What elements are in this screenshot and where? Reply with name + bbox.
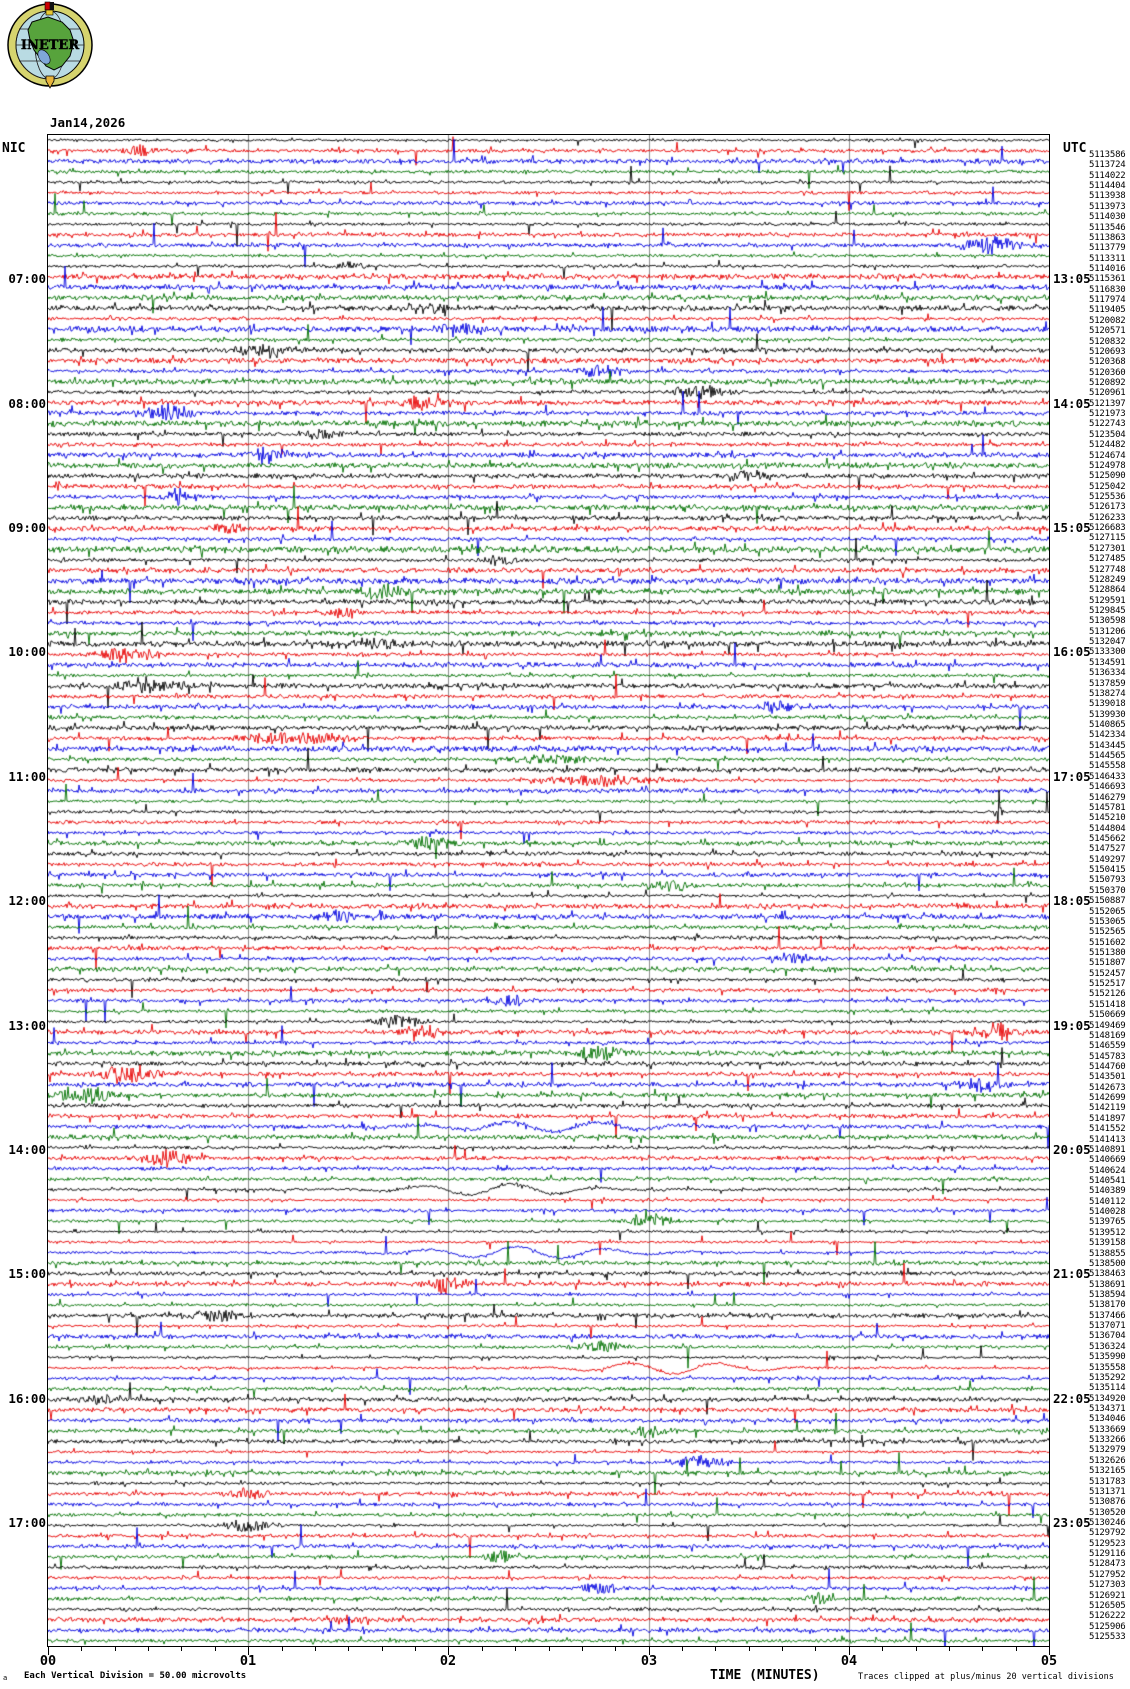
trace-line-value: 5133266: [1089, 1435, 1126, 1445]
trace-line-value: 5141552: [1089, 1124, 1126, 1134]
x-tick-label: 04: [840, 1653, 858, 1669]
x-minor-tick: [782, 1646, 783, 1651]
trace-line-value: 5138691: [1089, 1280, 1126, 1290]
trace-line-value: 5139512: [1089, 1228, 1126, 1238]
trace-line-value: 5127115: [1089, 533, 1126, 543]
x-minor-tick: [382, 1646, 383, 1651]
trace-line-value: 5133300: [1089, 647, 1126, 657]
x-minor-tick: [1016, 1646, 1017, 1651]
trace-line-value: 5142334: [1089, 730, 1126, 740]
trace-line-value: 5114022: [1089, 171, 1126, 181]
x-minor-tick: [215, 1646, 216, 1651]
trace-line-value: 5149297: [1089, 855, 1126, 865]
trace-line-value: 5119405: [1089, 305, 1126, 315]
trace-line-value: 5146433: [1089, 772, 1126, 782]
trace-line-value: 5132165: [1089, 1466, 1126, 1476]
trace-line-value: 5149469: [1089, 1021, 1126, 1031]
ineter-logo: [4, 0, 100, 96]
trace-line-value: 5134920: [1089, 1394, 1126, 1404]
trace-line-value: 5125533: [1089, 1632, 1126, 1642]
trace-line-value: 5138274: [1089, 689, 1126, 699]
x-tick-label: 02: [439, 1653, 457, 1669]
x-minor-tick: [715, 1646, 716, 1651]
trace-line-value: 5114404: [1089, 181, 1126, 191]
trace-line-value: 5128473: [1089, 1559, 1126, 1569]
trace-line-value: 5152126: [1089, 989, 1126, 999]
x-minor-tick: [615, 1646, 616, 1651]
trace-line-value: 5140865: [1089, 720, 1126, 730]
trace-line-value: 5153065: [1089, 917, 1126, 927]
trace-line-value: 5114030: [1089, 212, 1126, 222]
local-hour-label: 07:00: [8, 271, 46, 286]
trace-line-value: 5140389: [1089, 1186, 1126, 1196]
utc-hour-label: 20:05: [1053, 1142, 1091, 1157]
x-tick-label: 05: [1040, 1653, 1058, 1669]
trace-line-value: 5139765: [1089, 1217, 1126, 1227]
trace-line-value: 5125536: [1089, 492, 1126, 502]
trace-line-value: 5130246: [1089, 1518, 1126, 1528]
trace-line-value: 5125090: [1089, 471, 1126, 481]
trace-line-value: 5142699: [1089, 1093, 1126, 1103]
trace-line-value: 5138594: [1089, 1290, 1126, 1300]
trace-line-value: 5113863: [1089, 233, 1126, 243]
trace-line-value: 5139018: [1089, 699, 1126, 709]
trace-line-value: 5151807: [1089, 958, 1126, 968]
trace-line-value: 5150415: [1089, 865, 1126, 875]
trace-line-value: 5133669: [1089, 1425, 1126, 1435]
trace-line-value: 5142119: [1089, 1103, 1126, 1113]
utc-hour-label: 22:05: [1053, 1391, 1091, 1406]
trace-line-value: 5120832: [1089, 337, 1126, 347]
x-minor-tick: [515, 1646, 516, 1651]
trace-line-value: 5152517: [1089, 979, 1126, 989]
trace-line-value: 5124482: [1089, 440, 1126, 450]
trace-line-value: 5138170: [1089, 1300, 1126, 1310]
trace-line-value: 5124978: [1089, 461, 1126, 471]
trace-line-value: 5127303: [1089, 1580, 1126, 1590]
trace-line-value: 5141897: [1089, 1114, 1126, 1124]
trace-line-value: 5134591: [1089, 658, 1126, 668]
trace-line-value: 5123504: [1089, 430, 1126, 440]
trace-line-value: 5150370: [1089, 886, 1126, 896]
trace-line-value: 5136704: [1089, 1331, 1126, 1341]
trace-line-value: 5113546: [1089, 223, 1126, 233]
scale-note: Each Vertical Division = 50.00 microvolts: [24, 1671, 247, 1681]
trace-line-value: 5125906: [1089, 1622, 1126, 1632]
logo-text: INETER: [20, 38, 80, 53]
local-hour-label: 10:00: [8, 644, 46, 659]
trace-line-value: 5120892: [1089, 378, 1126, 388]
trace-line-value: 5126505: [1089, 1601, 1126, 1611]
trace-line-value: 5129591: [1089, 596, 1126, 606]
trace-line-value: 5137466: [1089, 1311, 1126, 1321]
local-hour-label: 16:00: [8, 1391, 46, 1406]
trace-line-value: 5151380: [1089, 948, 1126, 958]
trace-line-value: 5125042: [1089, 482, 1126, 492]
x-minor-tick: [749, 1646, 750, 1651]
trace-line-value: 5138500: [1089, 1259, 1126, 1269]
local-hour-label: 17:00: [8, 1515, 46, 1530]
trace-line-value: 5142673: [1089, 1083, 1126, 1093]
trace-line-value: 5150887: [1089, 896, 1126, 906]
trace-line-value: 5134371: [1089, 1404, 1126, 1414]
trace-line-value: 5113586: [1089, 150, 1126, 160]
trace-line-value: 5139930: [1089, 710, 1126, 720]
trace-line-value: 5135558: [1089, 1363, 1126, 1373]
left-axis-label: NIC: [2, 141, 26, 156]
utc-hour-label: 13:05: [1053, 271, 1091, 286]
trace-line-value: 5144804: [1089, 824, 1126, 834]
x-minor-tick: [549, 1646, 550, 1651]
trace-line-value: 5127485: [1089, 554, 1126, 564]
trace-line-value: 5113938: [1089, 191, 1126, 201]
trace-line-value: 5120693: [1089, 347, 1126, 357]
trace-line-value: 5130520: [1089, 1508, 1126, 1518]
x-minor-tick: [282, 1646, 283, 1651]
trace-line-value: 5116830: [1089, 285, 1126, 295]
x-minor-tick: [482, 1646, 483, 1651]
utc-hour-label: 18:05: [1053, 893, 1091, 908]
trace-line-value: 5131783: [1089, 1477, 1126, 1487]
trace-line-value: 5145783: [1089, 1052, 1126, 1062]
trace-line-value: 5146693: [1089, 782, 1126, 792]
trace-line-value: 5148169: [1089, 1031, 1126, 1041]
right-axis-label: UTC: [1063, 141, 1087, 156]
clip-note: Traces clipped at plus/minus 20 vertical divisions: [858, 1672, 1114, 1682]
corner-mark: a: [3, 1674, 8, 1682]
trace-line-value: 5113724: [1089, 160, 1126, 170]
trace-line-value: 5120360: [1089, 368, 1126, 378]
trace-line-value: 5129845: [1089, 606, 1126, 616]
trace-line-value: 5120571: [1089, 326, 1126, 336]
local-hour-label: 12:00: [8, 893, 46, 908]
trace-line-value: 5129792: [1089, 1528, 1126, 1538]
trace-line-value: 5126233: [1089, 513, 1126, 523]
trace-line-value: 5114016: [1089, 264, 1126, 274]
trace-line-value: 5127748: [1089, 565, 1126, 575]
x-minor-tick: [815, 1646, 816, 1651]
trace-line-value: 5131371: [1089, 1487, 1126, 1497]
trace-line-value: 5139158: [1089, 1238, 1126, 1248]
trace-line-value: 5140891: [1089, 1145, 1126, 1155]
trace-line-value: 5113311: [1089, 254, 1126, 264]
trace-line-value: 5136324: [1089, 1342, 1126, 1352]
utc-hour-label: 15:05: [1053, 520, 1091, 535]
logo-flag-base: [46, 10, 53, 15]
trace-line-value: 5140624: [1089, 1166, 1126, 1176]
trace-line-value: 5136334: [1089, 668, 1126, 678]
x-minor-tick: [81, 1646, 82, 1651]
trace-line-value: 5140112: [1089, 1197, 1126, 1207]
trace-line-value: 5144565: [1089, 751, 1126, 761]
trace-line-value: 5140028: [1089, 1207, 1126, 1217]
trace-line-value: 5127952: [1089, 1570, 1126, 1580]
x-minor-tick: [315, 1646, 316, 1651]
trace-line-value: 5132626: [1089, 1456, 1126, 1466]
logo-flag-black: [50, 2, 54, 10]
trace-line-value: 5143445: [1089, 741, 1126, 751]
trace-line-value: 5122743: [1089, 419, 1126, 429]
trace-line-value: 5138463: [1089, 1269, 1126, 1279]
trace-line-value: 5143501: [1089, 1072, 1126, 1082]
trace-line-value: 5150669: [1089, 1010, 1126, 1020]
x-tick-label: 00: [39, 1653, 57, 1669]
trace-line-value: 5135292: [1089, 1373, 1126, 1383]
trace-line-value: 5134046: [1089, 1414, 1126, 1424]
trace-line-value: 5135114: [1089, 1383, 1126, 1393]
utc-hour-label: 16:05: [1053, 644, 1091, 659]
utc-hour-label: 19:05: [1053, 1018, 1091, 1033]
local-hour-label: 08:00: [8, 396, 46, 411]
trace-line-value: 5131206: [1089, 627, 1126, 637]
local-hour-label: 14:00: [8, 1142, 46, 1157]
trace-line-value: 5128864: [1089, 585, 1126, 595]
trace-line-value: 5152565: [1089, 927, 1126, 937]
trace-line-value: 5132979: [1089, 1445, 1126, 1455]
trace-line-value: 5137071: [1089, 1321, 1126, 1331]
logo-flag-red: [45, 2, 50, 10]
trace-line-value: 5128249: [1089, 575, 1126, 585]
trace-line-value: 5121973: [1089, 409, 1126, 419]
trace-line-value: 5126921: [1089, 1591, 1126, 1601]
trace-line-value: 5146559: [1089, 1041, 1126, 1051]
trace-line-value: 5141413: [1089, 1135, 1126, 1145]
trace-line-value: 5126683: [1089, 523, 1126, 533]
trace-line-value: 5138855: [1089, 1249, 1126, 1259]
x-minor-tick: [682, 1646, 683, 1651]
trace-line-value: 5120082: [1089, 316, 1126, 326]
utc-hour-label: 14:05: [1053, 396, 1091, 411]
trace-line-value: 5145662: [1089, 834, 1126, 844]
trace-line-value: 5145781: [1089, 803, 1126, 813]
trace-line-value: 5140541: [1089, 1176, 1126, 1186]
trace-line-value: 5130598: [1089, 616, 1126, 626]
local-hour-label: 11:00: [8, 769, 46, 784]
trace-line-value: 5120368: [1089, 357, 1126, 367]
trace-line-value: 5144760: [1089, 1062, 1126, 1072]
trace-line-value: 5117974: [1089, 295, 1126, 305]
trace-line-value: 5127301: [1089, 544, 1126, 554]
trace-line-value: 5129116: [1089, 1549, 1126, 1559]
x-minor-tick: [982, 1646, 983, 1651]
trace-line-value: 5126173: [1089, 502, 1126, 512]
x-axis-title: TIME (MINUTES): [710, 1668, 820, 1683]
trace-line-value: 5132047: [1089, 637, 1126, 647]
trace-line-value: 5152065: [1089, 907, 1126, 917]
x-minor-tick: [882, 1646, 883, 1651]
x-minor-tick: [582, 1646, 583, 1651]
trace-line-value: 5124674: [1089, 451, 1126, 461]
trace-line-value: 5152457: [1089, 969, 1126, 979]
trace-line-value: 5151418: [1089, 1000, 1126, 1010]
local-hour-label: 09:00: [8, 520, 46, 535]
seismogram-traces: [48, 135, 1049, 1646]
trace-line-value: 5135990: [1089, 1352, 1126, 1362]
x-minor-tick: [348, 1646, 349, 1651]
x-tick-label: 03: [640, 1653, 658, 1669]
trace-line-value: 5120961: [1089, 388, 1126, 398]
trace-line-value: 5140669: [1089, 1155, 1126, 1165]
utc-hour-label: 17:05: [1053, 769, 1091, 784]
x-tick-label: 01: [239, 1653, 257, 1669]
utc-hour-label: 21:05: [1053, 1266, 1091, 1281]
trace-line-value: 5145210: [1089, 813, 1126, 823]
x-minor-tick: [916, 1646, 917, 1651]
x-minor-tick: [115, 1646, 116, 1651]
trace-line-value: 5121397: [1089, 399, 1126, 409]
local-hour-label: 13:00: [8, 1018, 46, 1033]
trace-line-value: 5126222: [1089, 1611, 1126, 1621]
trace-line-value: 5113779: [1089, 243, 1126, 253]
trace-line-value: 5113973: [1089, 202, 1126, 212]
trace-line-value: 5130876: [1089, 1497, 1126, 1507]
date-label: Jan14,2026: [50, 115, 126, 130]
utc-hour-label: 23:05: [1053, 1515, 1091, 1530]
trace-line-value: 5115361: [1089, 274, 1126, 284]
trace-line-value: 5147527: [1089, 844, 1126, 854]
trace-line-value: 5129523: [1089, 1539, 1126, 1549]
trace-line-value: 5151602: [1089, 938, 1126, 948]
local-hour-label: 15:00: [8, 1266, 46, 1281]
trace-line-value: 5145558: [1089, 761, 1126, 771]
trace-line-value: 5150793: [1089, 875, 1126, 885]
x-minor-tick: [949, 1646, 950, 1651]
trace-line-value: 5146279: [1089, 793, 1126, 803]
x-minor-tick: [415, 1646, 416, 1651]
x-minor-tick: [181, 1646, 182, 1651]
trace-line-value: 5137859: [1089, 679, 1126, 689]
x-minor-tick: [148, 1646, 149, 1651]
